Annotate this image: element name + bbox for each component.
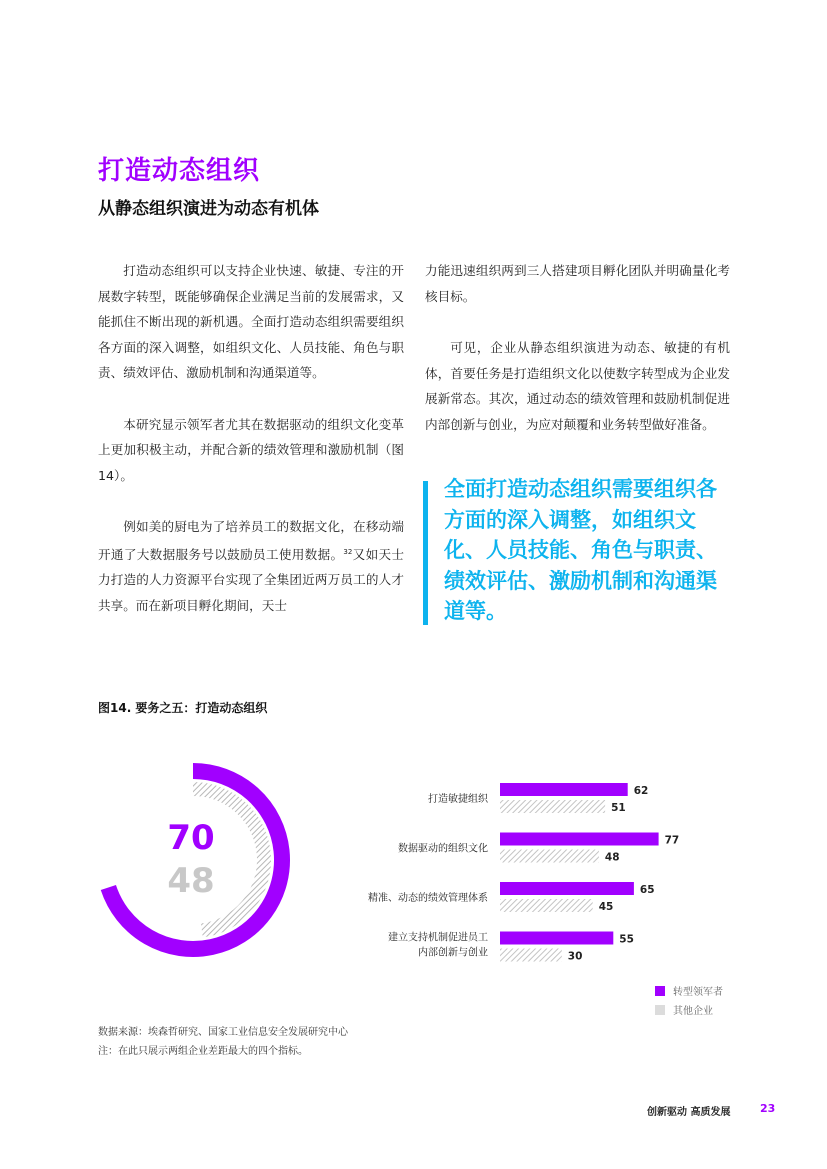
other-big-number: 48 [167,861,215,901]
category-label: 建立支持机制促进员工 [388,932,488,944]
category-label: 内部创新与创业 [418,947,488,959]
leader-big-number: 70 [167,818,215,858]
pull-quote: 全面打造动态组织需要组织各方面的深入调整，如组织文化、人员技能、角色与职责、绩效评估、激励机制和沟通渠道等。 [444,477,717,623]
footnote-note: 注：在此只展示两组企业差距最大的四个指标。 [98,1046,308,1057]
data-label: 30 [567,950,583,963]
bar-leader [500,882,634,895]
data-label: 62 [633,785,649,797]
legend-label: 转型领军者 [673,987,723,998]
category-label: 数据驱动的组织文化 [398,843,488,855]
bar-leader [500,932,613,945]
data-source-note: 数据来源：埃森哲研究、国家工业信息安全发展研究中心 [98,1027,348,1038]
legend-other [655,1002,713,1017]
category-label: 精准、动态的绩效管理体系 [368,893,488,904]
bar-leader [500,833,659,846]
donut-ring-other [193,789,264,930]
body-column-left [98,258,404,644]
body-column-right [425,258,730,463]
quote-bar [423,481,428,625]
paragraph: 力能迅速组织两到三人搭建项目孵化团队并明确量化考核目标。 [425,263,730,304]
legend-swatch-other [655,1005,665,1015]
paragraph-text: 例如美的厨电为了培养员工的数据文化，在移动端开通了大数据服务号以鼓励员工使用数据。 [98,519,404,562]
data-label: 55 [619,933,634,946]
data-label: 45 [598,901,614,913]
bar-leader [500,783,628,796]
data-label: 51 [611,802,626,814]
page-number: 23 [760,1102,776,1115]
paragraph-text: 又如天士力打造的人力资源平台实现了全集团近两万员工的人才共享。而在新项目孵化期间，天士 [98,546,405,613]
footnote-ref[interactable]: 32 [343,547,353,556]
donut-ring-leader [108,771,282,949]
footer-text: 创新驱动 高质发展 [647,1107,731,1118]
paragraph: 可见，企业从静态组织演进为动态、敏捷的有机体，首要任务是打造组织文化以使数字转型成为企业发展新常态。其次，通过动态的绩效管理和鼓励机制促进内部创新与创业，为应对颠覆和业务转型做好准备。 [425,340,730,432]
figure-caption: 图14. 要务之五：打造动态组织 [98,701,268,715]
legend-leader [655,983,723,998]
legend-label: 其他企业 [673,1006,713,1017]
bar-chart [340,770,740,970]
bar-other [500,899,593,912]
section-subtitle: 从静态组织演进为动态有机体 [98,199,319,219]
data-label: 48 [604,851,620,864]
category-label: 打造敏捷组织 [428,794,488,805]
section-title: 打造动态组织 [98,156,261,186]
paragraph: 打造动态组织可以支持企业快速、敏捷、专注的开展数字转型，既能够确保企业满足当前的发展需求，又能抓住不断出现的新机遇。全面打造动态组织需要组织各方面的深入调整，如组织文化、人员技能、角色与职责、绩效评估、激励机制和沟通渠道等。 [98,263,404,380]
legend-swatch-leader [655,986,665,996]
data-label: 77 [664,834,680,847]
bar-other [500,850,599,863]
data-label: 65 [639,884,655,896]
bar-other [500,949,562,962]
paragraph: 本研究显示领军者尤其在数据驱动的组织文化变革上更加积极主动，并配合新的绩效管理和激励机制（图14）。 [98,416,404,483]
bar-other [500,800,605,813]
paragraph [98,514,404,618]
